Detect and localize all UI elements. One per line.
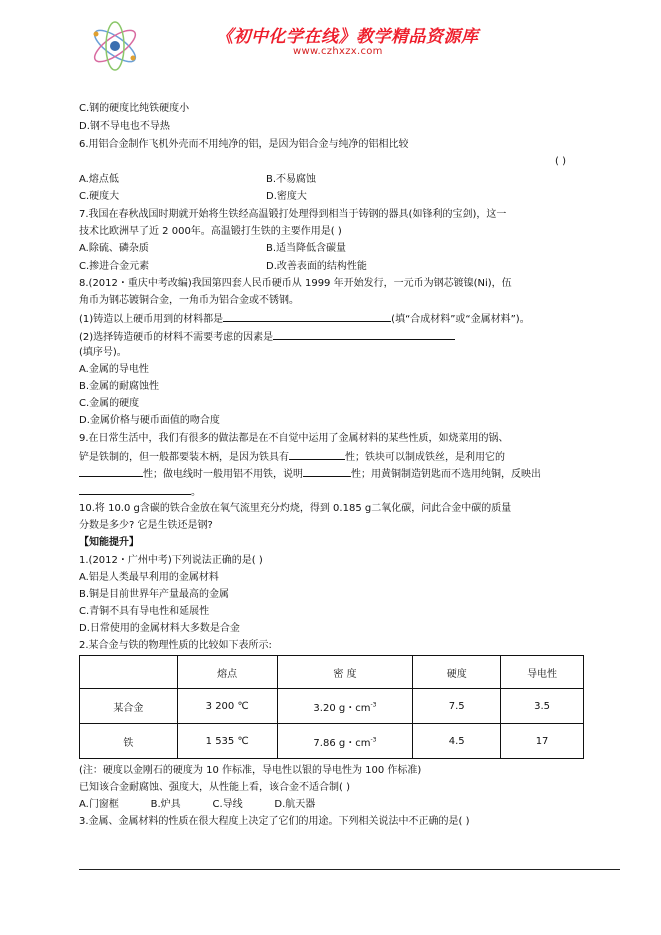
- q8-part1-text: (1)铸造以上硬币用到的材料都是: [79, 314, 224, 325]
- answer-paren: ( ): [555, 156, 566, 167]
- question-6: 6.用铝合金制作飞机外壳而不用纯净的铝，是因为铝合金与纯净的铝相比较: [79, 139, 409, 150]
- answer-blank[interactable]: [79, 466, 143, 477]
- p1-option-d: D.日常使用的金属材料大多数是合金: [79, 623, 240, 634]
- q5-option-d: D.钢不导电也不导热: [79, 121, 170, 132]
- table-header-cell: 密 度: [277, 656, 413, 689]
- density-value: 3.20 g・cm: [313, 702, 371, 714]
- q9-line3-text: 性；做电线时一般用铝不用铁，说明: [143, 469, 303, 480]
- q8-part2-text: (2)选择铸造硬币的材料不需要考虑的因素是: [79, 332, 274, 343]
- question-9-line3: [79, 466, 541, 481]
- answer-blank[interactable]: [303, 466, 351, 477]
- table-cell: 3.5: [501, 689, 584, 724]
- question-9-line1: 9.在日常生活中，我们有很多的做法都是在不自觉中运用了金属材料的某些性质，如烧菜用的锅、: [79, 433, 509, 444]
- answer-blank[interactable]: [273, 329, 455, 340]
- table-header-cell: 导电性: [501, 656, 584, 689]
- p1-option-b: B.铜是目前世界年产量最高的金属: [79, 589, 230, 600]
- brand-url: www.czhxzx.com: [293, 46, 383, 57]
- table-header-cell: 熔点: [177, 656, 277, 689]
- question-8-line1: 8.(2012・重庆中考改编)我国第四套人民币硬币从 1999 年开始发行，一元币为钢芯镀镍(Ni)，伍: [79, 278, 512, 289]
- table-note: (注：硬度以金刚石的硬度为 10 作标准，导电性以银的导电性为 100 作标准): [79, 765, 422, 776]
- answer-blank[interactable]: [223, 311, 391, 322]
- table-cell: 1 535 ℃: [177, 724, 277, 759]
- table-cell: 7.5: [413, 689, 501, 724]
- footer-divider: [79, 869, 620, 870]
- table-row: [80, 689, 584, 724]
- question-9-line4: [79, 484, 201, 499]
- density-value: 7.86 g・cm: [313, 737, 371, 749]
- q7-option-c: C.掺进合金元素: [79, 261, 150, 272]
- q9-line3-tail: 性；用黄铜制造钥匙而不选用纯铜，反映出: [351, 469, 541, 480]
- question-7-line1: 7.我国在春秋战国时期就开始将生铁经高温锻打处理得到相当于铸钢的器具(如锋利的宝剑)，这一: [79, 209, 507, 220]
- question-8-part2: [79, 329, 455, 344]
- q9-line2-tail: 性；铁块可以制成铁丝，是利用它的: [345, 452, 505, 463]
- table-cell: 4.5: [413, 724, 501, 759]
- table-header-row: [80, 656, 584, 689]
- q8-option-d: D.金属价格与硬币面值的吻合度: [79, 415, 220, 426]
- q5-option-c: C.钢的硬度比纯铁硬度小: [79, 103, 190, 114]
- q8-option-c: C.金属的硬度: [79, 398, 140, 409]
- density-exponent: -3: [370, 736, 377, 744]
- answer-blank[interactable]: [289, 449, 345, 460]
- brand-title: 《初中化学在线》教学精品资源库: [216, 27, 479, 47]
- practice-2-question: 已知该合金耐腐蚀、强度大，从性能上看，该合金不适合制( ): [79, 782, 350, 793]
- question-10-line2: 分数是多少? 它是生铁还是钢?: [79, 520, 213, 531]
- practice-2: 2.某合金与铁的物理性质的比较如下表所示:: [79, 640, 272, 651]
- table-cell: 17: [501, 724, 584, 759]
- p1-option-c: C.青铜不具有导电性和延展性: [79, 606, 210, 617]
- q8-option-a: A.金属的导电性: [79, 364, 149, 375]
- properties-table: [79, 655, 584, 759]
- q7-option-a: A.除硫、磷杂质: [79, 243, 149, 254]
- q9-line2-text: 铲是铁制的，但一般都要装木柄，是因为铁具有: [79, 452, 289, 463]
- q6-option-a: A.熔点低: [79, 174, 119, 185]
- q8-part2-hint: (填序号)。: [79, 347, 127, 358]
- q7-option-b: B.适当降低含碳量: [266, 243, 347, 254]
- q6-option-c: C.硬度大: [79, 191, 120, 202]
- table-cell: [277, 689, 413, 724]
- density-exponent: -3: [370, 701, 377, 709]
- table-cell: 铁: [80, 724, 178, 759]
- question-10-line1: 10.将 10.0 g含碳的铁合金放在氧气流里充分灼烧，得到 0.185 g二氧化碳，问此合金中碳的质量: [79, 503, 512, 514]
- q9-line4-end: 。: [191, 487, 201, 498]
- practice-2-options: A.门窗框 B.炉具 C.导线 D.航天器: [79, 799, 316, 810]
- question-9-line2: [79, 449, 505, 464]
- question-8-line2: 角币为钢芯镀铜合金，一角币为铝合金或不锈钢。: [79, 295, 299, 306]
- answer-blank[interactable]: [79, 484, 191, 495]
- p1-option-a: A.铝是人类最早利用的金属材料: [79, 572, 219, 583]
- section-heading: 【知能提升】: [79, 537, 139, 548]
- question-8-part1: [79, 311, 530, 326]
- q7-option-d: D.改善表面的结构性能: [266, 261, 367, 272]
- table-row: [80, 724, 584, 759]
- q8-option-b: B.金属的耐腐蚀性: [79, 381, 160, 392]
- table-header-cell: 硬度: [413, 656, 501, 689]
- table-cell: 3 200 ℃: [177, 689, 277, 724]
- practice-3: 3.金属、金属材料的性质在很大程度上决定了它们的用途。下列相关说法中不正确的是( ): [79, 816, 470, 827]
- table-header-cell: [80, 656, 178, 689]
- table-cell: 某合金: [80, 689, 178, 724]
- question-7-line2: 技术比欧洲早了近 2 000年。高温锻打生铁的主要作用是( ): [79, 226, 342, 237]
- q6-option-b: B.不易腐蚀: [266, 174, 317, 185]
- q8-part1-hint: (填“合成材料”或“金属材料”)。: [391, 314, 530, 325]
- q6-option-d: D.密度大: [266, 191, 307, 202]
- practice-1: 1.(2012・广州中考)下列说法正确的是( ): [79, 555, 263, 566]
- table-cell: [277, 724, 413, 759]
